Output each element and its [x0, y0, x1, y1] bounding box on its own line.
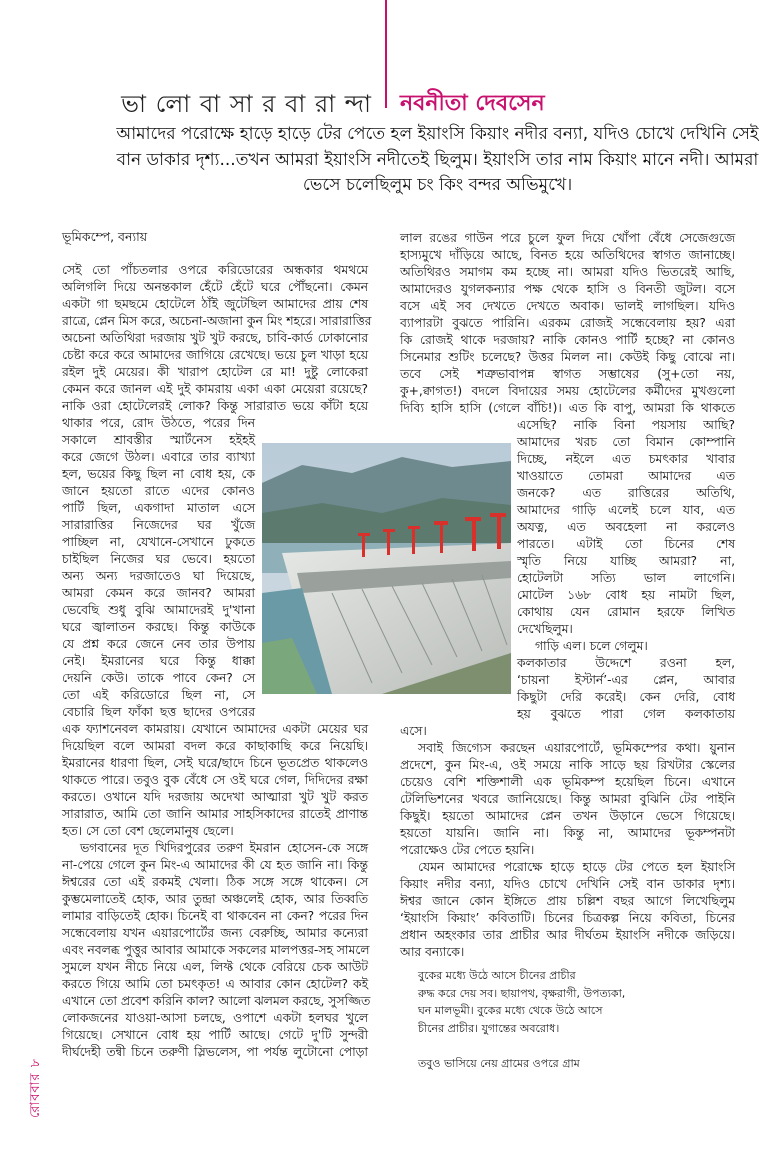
text-line: তবে সেই শত্রুভাবাপন্ন স্বাগত সম্ভাষের (সু+তো নয়,	[400, 367, 735, 381]
text-line: আমাদের খরচ তো বিমান কোম্পানি	[517, 435, 735, 449]
text-line: দিচ্ছে, নইলে এত চমৎকার খাবার	[517, 452, 735, 466]
text-line: সুমলে যখন নীচে নিয়ে এল, লিফ্ট থেকে বেরিয়ে চেক আউট	[62, 960, 368, 974]
text-line: কু+,ক্বাগত!) বদলে বিদায়ের সময় হোটেলের কর্মীদের মুখগুলো	[400, 384, 735, 398]
text-line: আর বন্যাকে।	[400, 945, 465, 959]
text-line: বসে এই সব দেখতে দেখতে অবাক। ভালই লাগছিল। যদিও	[400, 299, 735, 313]
text-line: রইল দুই মেয়ের। কী খারাপ হোটেল রে মা! দুষ্টু লোকেরা	[62, 365, 368, 379]
text-line: তো এই করিডোরে ছিল না, সে	[62, 688, 255, 702]
text-line: এখানে তো প্রবেশ করিনি কাল? আলো ঝলমল করছে, সুসজ্জিত	[62, 994, 371, 1008]
text-line: টেলিভিশনের খবরে জানিয়েছে। কিন্তু আমরা বুঝিনি টের পাইনি	[400, 792, 735, 806]
text-line: করে জেগে উঠল। এবারে তার ব্যাখ্যা	[62, 450, 255, 464]
lead-line: ভেসে চলেছিলুম চং কিং বন্দর অভিমুখে।	[302, 175, 573, 195]
lead-paragraph	[100, 122, 770, 199]
poem-line	[418, 1037, 625, 1055]
poem-line: রুদ্ধ করে দেয় সব। ছায়াপথ, বৃক্ষরাগী, উপত্যকা,	[418, 986, 626, 1000]
text-line: কিয়াং নদীর বন্যা, যদিও চোখে দেখিনি সেই বান ডাকার দৃশ্য।	[400, 877, 735, 891]
text-line: পার্টি ছিল, একগাদা মাতাল এসে	[62, 501, 255, 515]
text-line: হয় বুঝতে পারা গেল কলকাতায়	[517, 707, 735, 721]
text-line: জানে হয়তো রাতে এদের কোনও	[62, 484, 255, 498]
text-line: ইমরানের ধারণা ছিল, সেই ঘরে/ছাদে চিনে ভূতপ্রেত থাকলেও	[62, 756, 368, 770]
text-line: প্রধান অহংকার তার প্রাচীর আর দীর্ঘতম ইয়াংসি নদীকে জড়িয়ে।	[400, 928, 735, 942]
text-line: নেই। ইমরানের ঘরে কিন্তু ধাক্কা	[62, 654, 255, 668]
text-line: কি রোজই থাকে দরজায়? নাকি কোনও পার্টি হচ্ছে? না কোনও	[400, 333, 735, 347]
text-line: অলিগলি দিয়ে অনন্তকাল হেঁটে হেঁটে ঘরে পৌঁছনো। কেমন	[62, 280, 368, 294]
text-line: অতিথিরও সমাগম কম হচ্ছে না। আমরা যদিও ভিতরেই আছি,	[400, 265, 735, 279]
text-line: গিয়েছে। সেখানে বোধ হয় পার্টি আছে। গেটে দু'টি সুন্দরী	[62, 1028, 368, 1042]
text-line: একটা গা ছমছমে হোটেলে ঠাঁই জুটেছিল আমাদের প্রায় শেষ	[62, 297, 368, 311]
text-line: কুম্ভমেলাতেই হোক, আর তুন্দ্রা অঞ্চলেই হোক, আর তিব্বতি	[62, 892, 368, 906]
text-line: কিছুই। হয়তো আমাদের প্লেন তখন উড়ানে ভেসে গিয়েছে।	[400, 809, 735, 823]
text-line: দীর্ঘদেহী তন্বী চিনে তরুণী স্লিভলেস, পা পর্যন্ত লুটোনো পোড়া	[62, 1045, 368, 1059]
text-line: অন্য অন্য দরজাতেও ঘা দিয়েছে,	[62, 569, 255, 583]
text-line: হয়তো যায়নি। জানি না। কিন্তু না, আমাদের ভূকম্পনটা	[400, 826, 735, 840]
text-line: আমাদের গাড়ি এলেই চলে যাব, এত	[517, 503, 735, 517]
magazine-name: রোববার	[28, 1072, 43, 1118]
text-line: জনকে? এত রাত্তিরের অতিথি,	[517, 486, 735, 500]
text-line: স্মৃতি নিয়ে যাচ্ছি আমরা? না,	[517, 554, 735, 568]
text-line: পারতে। এটাই তো চিনের শেষ	[517, 537, 735, 551]
text-line: চাইছিল নিজের ঘর ভেবে। হয়তো	[62, 552, 255, 566]
text-line: পরোক্ষেও টের পেতে হয়নি।	[400, 843, 535, 857]
text-line: দেখেছিলুম।	[517, 622, 573, 636]
text-line: বেচারি ছিল ফাঁকা ছত্ত ছাদের ওপরের	[62, 705, 255, 719]
text-line: ‘ইয়াংসি কিয়াং’ কবিতাটি। চিনের চিত্রকল্প নিয়ে কবিতা, চিনের	[400, 911, 735, 925]
text-line: আমরা কেমন করে জানব? আমরা	[62, 586, 255, 600]
poem-line: তবুও ভাসিয়ে নেয় গ্রামের ওপরে গ্রাম	[418, 1056, 580, 1070]
text-line: এসেছি? নাকি বিনা পয়সায় আছি?	[517, 418, 735, 432]
text-line: দিব্যি হাসি হাসি (গেলে বাঁচি!)। এত কি বাপু, আমরা কি থাকতে	[400, 401, 735, 415]
text-line: মোটেল ১৬৮ বোধ হয় নামটা ছিল,	[517, 588, 735, 602]
title-divider	[385, 0, 387, 108]
text-line: চেষ্টা করে করে আমাদের জাগিয়ে রেখেছে। ভয়ে চুল খাড়া হয়ে	[62, 348, 368, 362]
text-line: হত। সে তো বেশ ছেলেমানুষ ছেলে।	[62, 824, 234, 838]
text-line: আমাদেরও যুগলকন্যার পক্ষ থেকে হাসি ও বিনতী জুটল। বসে	[400, 282, 735, 296]
text-line: কোথায় যেন রোমান হরফে লিখিত	[517, 605, 735, 619]
text-line: লাল রঙের গাউন পরে চুলে ফুল দিয়ে খোঁপা বেঁধে সেজেগুজে	[400, 231, 735, 245]
text-line: থাকার পরে, রোদ উঠতে, পরের দিন	[62, 416, 255, 430]
poem-excerpt	[418, 967, 625, 1072]
text-line: প্রদেশে, কুন মিং-এ, ওই সময়ে নাকি সাড়ে ছয় রিখটার স্কেলের	[400, 758, 735, 772]
text-line: করতে। ওখানে যদি দরজায় অদেখা আত্মারা খুট খুট করত	[62, 790, 368, 804]
text-line: ঈশ্বরের তো এই রকমই খেলা। ঠিক সঙ্গে সঙ্গে থাকেন। সে	[62, 875, 368, 889]
text-line: কলকাতার উদ্দেশে রওনা হল,	[517, 656, 735, 670]
text-line: দেয়নি কেউ। তাকে পাবে কেন? সে	[62, 671, 255, 685]
text-line: ‘চায়না ইস্টার্ন’-এর প্লেন, আবার	[517, 673, 735, 687]
text-line: সেই তো পাঁচতলার ওপরে করিডোরের অন্ধকার থমথমে	[62, 263, 368, 277]
text-line: এক ফ্যাশনেবল কামরায়। যেখানে আমাদের একটা মেয়ের ঘর	[62, 722, 368, 736]
text-line: লোকজনের যাওয়া-আসা চলছে, ওপাশে একটা হলঘর খুলে	[62, 1011, 368, 1025]
poem-line: বুকের মধ্যে উঠে আসে চীনের প্রাচীর	[418, 969, 576, 982]
text-line: ভগবানের দূত খিদিরপুরের তরুণ ইমরান হোসেন-কে সঙ্গে	[80, 841, 368, 855]
text-line: গাড়ি এল। চলে গেলুম।	[535, 639, 648, 653]
dam-photo	[262, 443, 511, 694]
text-line: দিয়েছিল বলে আমরা বদল করে কাছাকাছি করে নিয়েছি।	[62, 739, 368, 753]
lead-line: বান ডাকার দৃশ্য...তখন আমরা ইয়াংসি নদীতেই ছিলুম। ইয়াংসি তার নাম কিয়াং মানে নদী। আমরা	[116, 149, 759, 170]
text-line: সারারাত্তির নিজেদের ঘর খুঁজে	[62, 518, 255, 532]
text-line: এবং নবলব্ধ পুত্তুর আবার আমাকে সকলের মালপত্তর-সহ সামলে	[62, 943, 370, 957]
text-line: ঘরে জ্বালাতন করছে। কিন্তু কাউকে	[62, 620, 255, 634]
text-line: ব্যাপারটা বুঝতে পারিনি। এরকম রোজই সন্ধেবেলায় হয়? এরা	[400, 316, 735, 330]
text-line: অচেনা অতিথিরা দরজায় খুট খুট করছে, চাবি-কার্ড ঢোকানোর	[62, 331, 368, 345]
text-line: পাচ্ছিল না, যেখানে-সেখানে ঢুকতে	[62, 535, 255, 549]
text-line: যে প্রশ্ন করে জেনে নেব তার উপায়	[62, 637, 255, 651]
column-title: ভা লো বা সা র বা রা ন্দা	[121, 90, 372, 118]
text-line: সিনেমার শুটিং চলেছে? উত্তর মিলল না। কেউই কিছু বোঝে না।	[400, 350, 735, 364]
text-line: ঈশ্বর জানে কোন ইঙ্গিতে প্রায় চল্লিশ বছর আগে লিখেছিলুম	[400, 894, 735, 908]
poem-line: চীনের প্রাচীর। যুগান্তের অবরোধ।	[418, 1021, 560, 1035]
text-line: সকালে শ্রাবস্তীর স্মার্টনেস হইহই	[62, 433, 255, 447]
text-line: সবাই জিগ্যেস করছেন এয়ারপোর্টে, ভূমিকম্পের কথা। য়ুনান	[418, 741, 735, 755]
text-line: করতে গিয়ে আমি তো চমৎকৃত! এ আবার কোন হোটেল? কই	[62, 977, 368, 991]
text-line: এসে।	[400, 724, 427, 738]
text-line: সন্ধেবেলায় যখন এয়ারপোর্টের জন্য বেরুচ্ছি, আমার কন্যেরা	[62, 926, 368, 940]
text-line: হোটেলটা সত্যি ভাল লাগেনি।	[517, 571, 735, 585]
page-folio	[26, 1058, 47, 1118]
page-number: ৮	[28, 1057, 43, 1068]
text-line: থাকতে পারে। তবুও বুক বেঁধে সে ওই ঘরে গেল, দিদিদের রক্ষা	[62, 773, 368, 787]
text-line: কিছুটা দেরি করেই। কেন দেরি, বোধ	[517, 690, 735, 704]
text-line: চেয়েও বেশি শক্তিশালী এক ভূমিকম্প হয়েছিল চিনে। এখানে	[400, 775, 735, 789]
text-line: অযত্ন, এত অবহেলা না করলেও	[517, 520, 735, 534]
poem-line: ঘন মালভূমী। বুকের মধ্যে থেকে উঠে আসে	[418, 1004, 603, 1017]
section-heading: ভূমিকম্পে, বন্যায়	[62, 229, 148, 244]
text-line: ভেবেছি শুধু বুঝি আমাদেরই দু'খানা	[62, 603, 255, 617]
text-line: লামার বাড়িতেই হোক। চিনেই বা থাকবেন না কেন? পরের দিন	[62, 909, 368, 923]
text-line: কেমন করে জানল এই দুই কামরায় একা একা মেয়েরা রয়েছে?	[62, 382, 368, 396]
lead-line: আমাদের পরোক্ষে হাড়ে হাড়ে টের পেতে হল ইয়াংসি কিয়াং নদীর বন্যা, যদিও চোখে দেখিনি সেই	[116, 124, 759, 144]
text-line: যেমন আমাদের পরোক্ষে হাড়ে হাড়ে টের পেতে হল ইয়াংসি	[418, 860, 735, 874]
text-line: নাকি ওরা হোটেলেরই লোক? কিন্তু সারারাত ভয়ে কাঁটা হয়ে	[62, 399, 368, 413]
text-line: খাওয়াতে তোমরা আমাদের এত	[517, 469, 735, 483]
text-line: হল, ভয়ের কিছু ছিল না বোধ হয়, কে	[62, 467, 255, 481]
text-line: রাত্রে, প্লেন মিস করে, অচেনা-অজানা কুন মিং শহরে। সারারাত্তির	[62, 314, 372, 328]
text-line: সারারাত, আমি তো জানি আমার সাহসিকাদের রাতেই প্রাণান্ত	[62, 807, 368, 821]
author-name: নবনীতা দেবসেন	[400, 91, 545, 116]
text-line: হাস্যমুখে দাঁড়িয়ে আছে, বিনত হয়ে অতিথিদের স্বাগত জানাচ্ছে।	[400, 248, 735, 262]
text-line: না-পেয়ে গেলে কুন মিং-এ আমাদের কী যে হত জানি না। কিন্তু	[62, 858, 368, 872]
